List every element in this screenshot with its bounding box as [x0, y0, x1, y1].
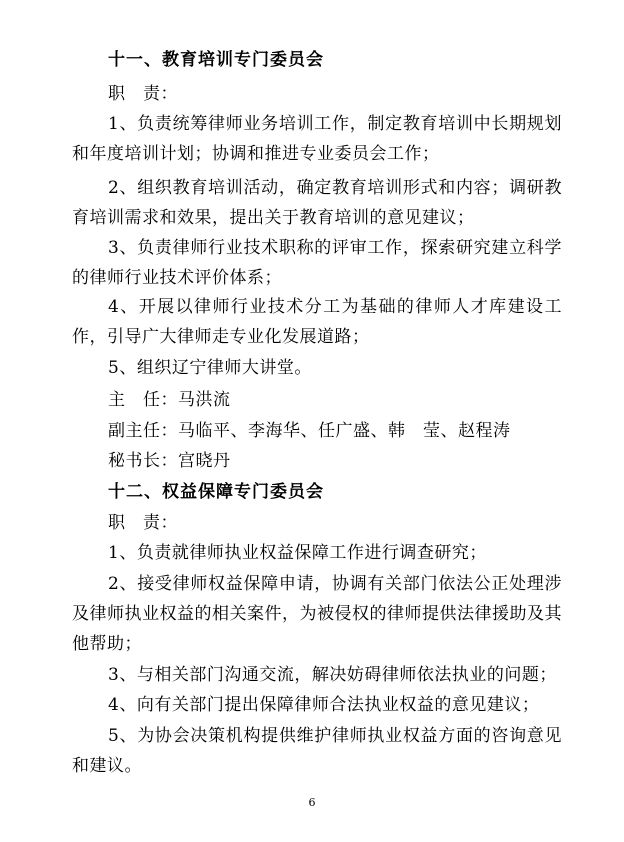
section-11-duty-1: 1、负责统筹律师业务培训工作，制定教育培训中长期规划和年度培训计划；协调和推进专业委员会工作； — [72, 114, 562, 164]
section-11-duty-5: 5、组织辽宁律师大讲堂。 — [108, 358, 312, 378]
section-11-duty-3: 3、负责律师行业技术职称的评审工作，探索研究建立科学的律师行业技术评价体系； — [72, 238, 562, 288]
section-11-duty-2: 2、组织教育培训活动，确定教育培训形式和内容；调研教育培训需求和效果，提出关于教育培训的意见建议； — [72, 178, 562, 228]
page-number: 6 — [308, 796, 316, 809]
section-11-duties-label: 职 责： — [108, 84, 178, 104]
section-12-duty-2: 2、接受律师权益保障申请，协调有关部门依法公正处理涉及律师执业权益的相关案件，为被侵权的律师提供法律援助及其他帮助； — [72, 574, 562, 654]
section-11-secretary-general: 秘书长：宫晓丹 — [108, 451, 231, 471]
section-12-duties-label: 职 责： — [108, 513, 178, 533]
section-12-title: 十二、权益保障专门委员会 — [108, 482, 324, 502]
section-12-duty-5: 5、为协会决策机构提供维护律师执业权益方面的咨询意见和建议。 — [72, 726, 562, 776]
section-12-duty-1: 1、负责就律师执业权益保障工作进行调查研究； — [108, 543, 487, 563]
section-11-deputy-directors: 副主任：马临平、李海华、任广盛、韩 莹、赵程涛 — [108, 421, 511, 441]
section-12-duty-4: 4、向有关部门提出保障律师合法执业权益的意见建议； — [108, 695, 540, 715]
section-11-director: 主 任：马洪流 — [108, 390, 231, 410]
section-11-duty-4: 4、开展以律师行业技术分工为基础的律师人才库建设工作，引导广大律师走专业化发展道路； — [72, 297, 562, 347]
section-12-duty-3: 3、与相关部门沟通交流，解决妨碍律师依法执业的问题； — [108, 665, 557, 685]
section-11-title: 十一、教育培训专门委员会 — [108, 50, 324, 70]
